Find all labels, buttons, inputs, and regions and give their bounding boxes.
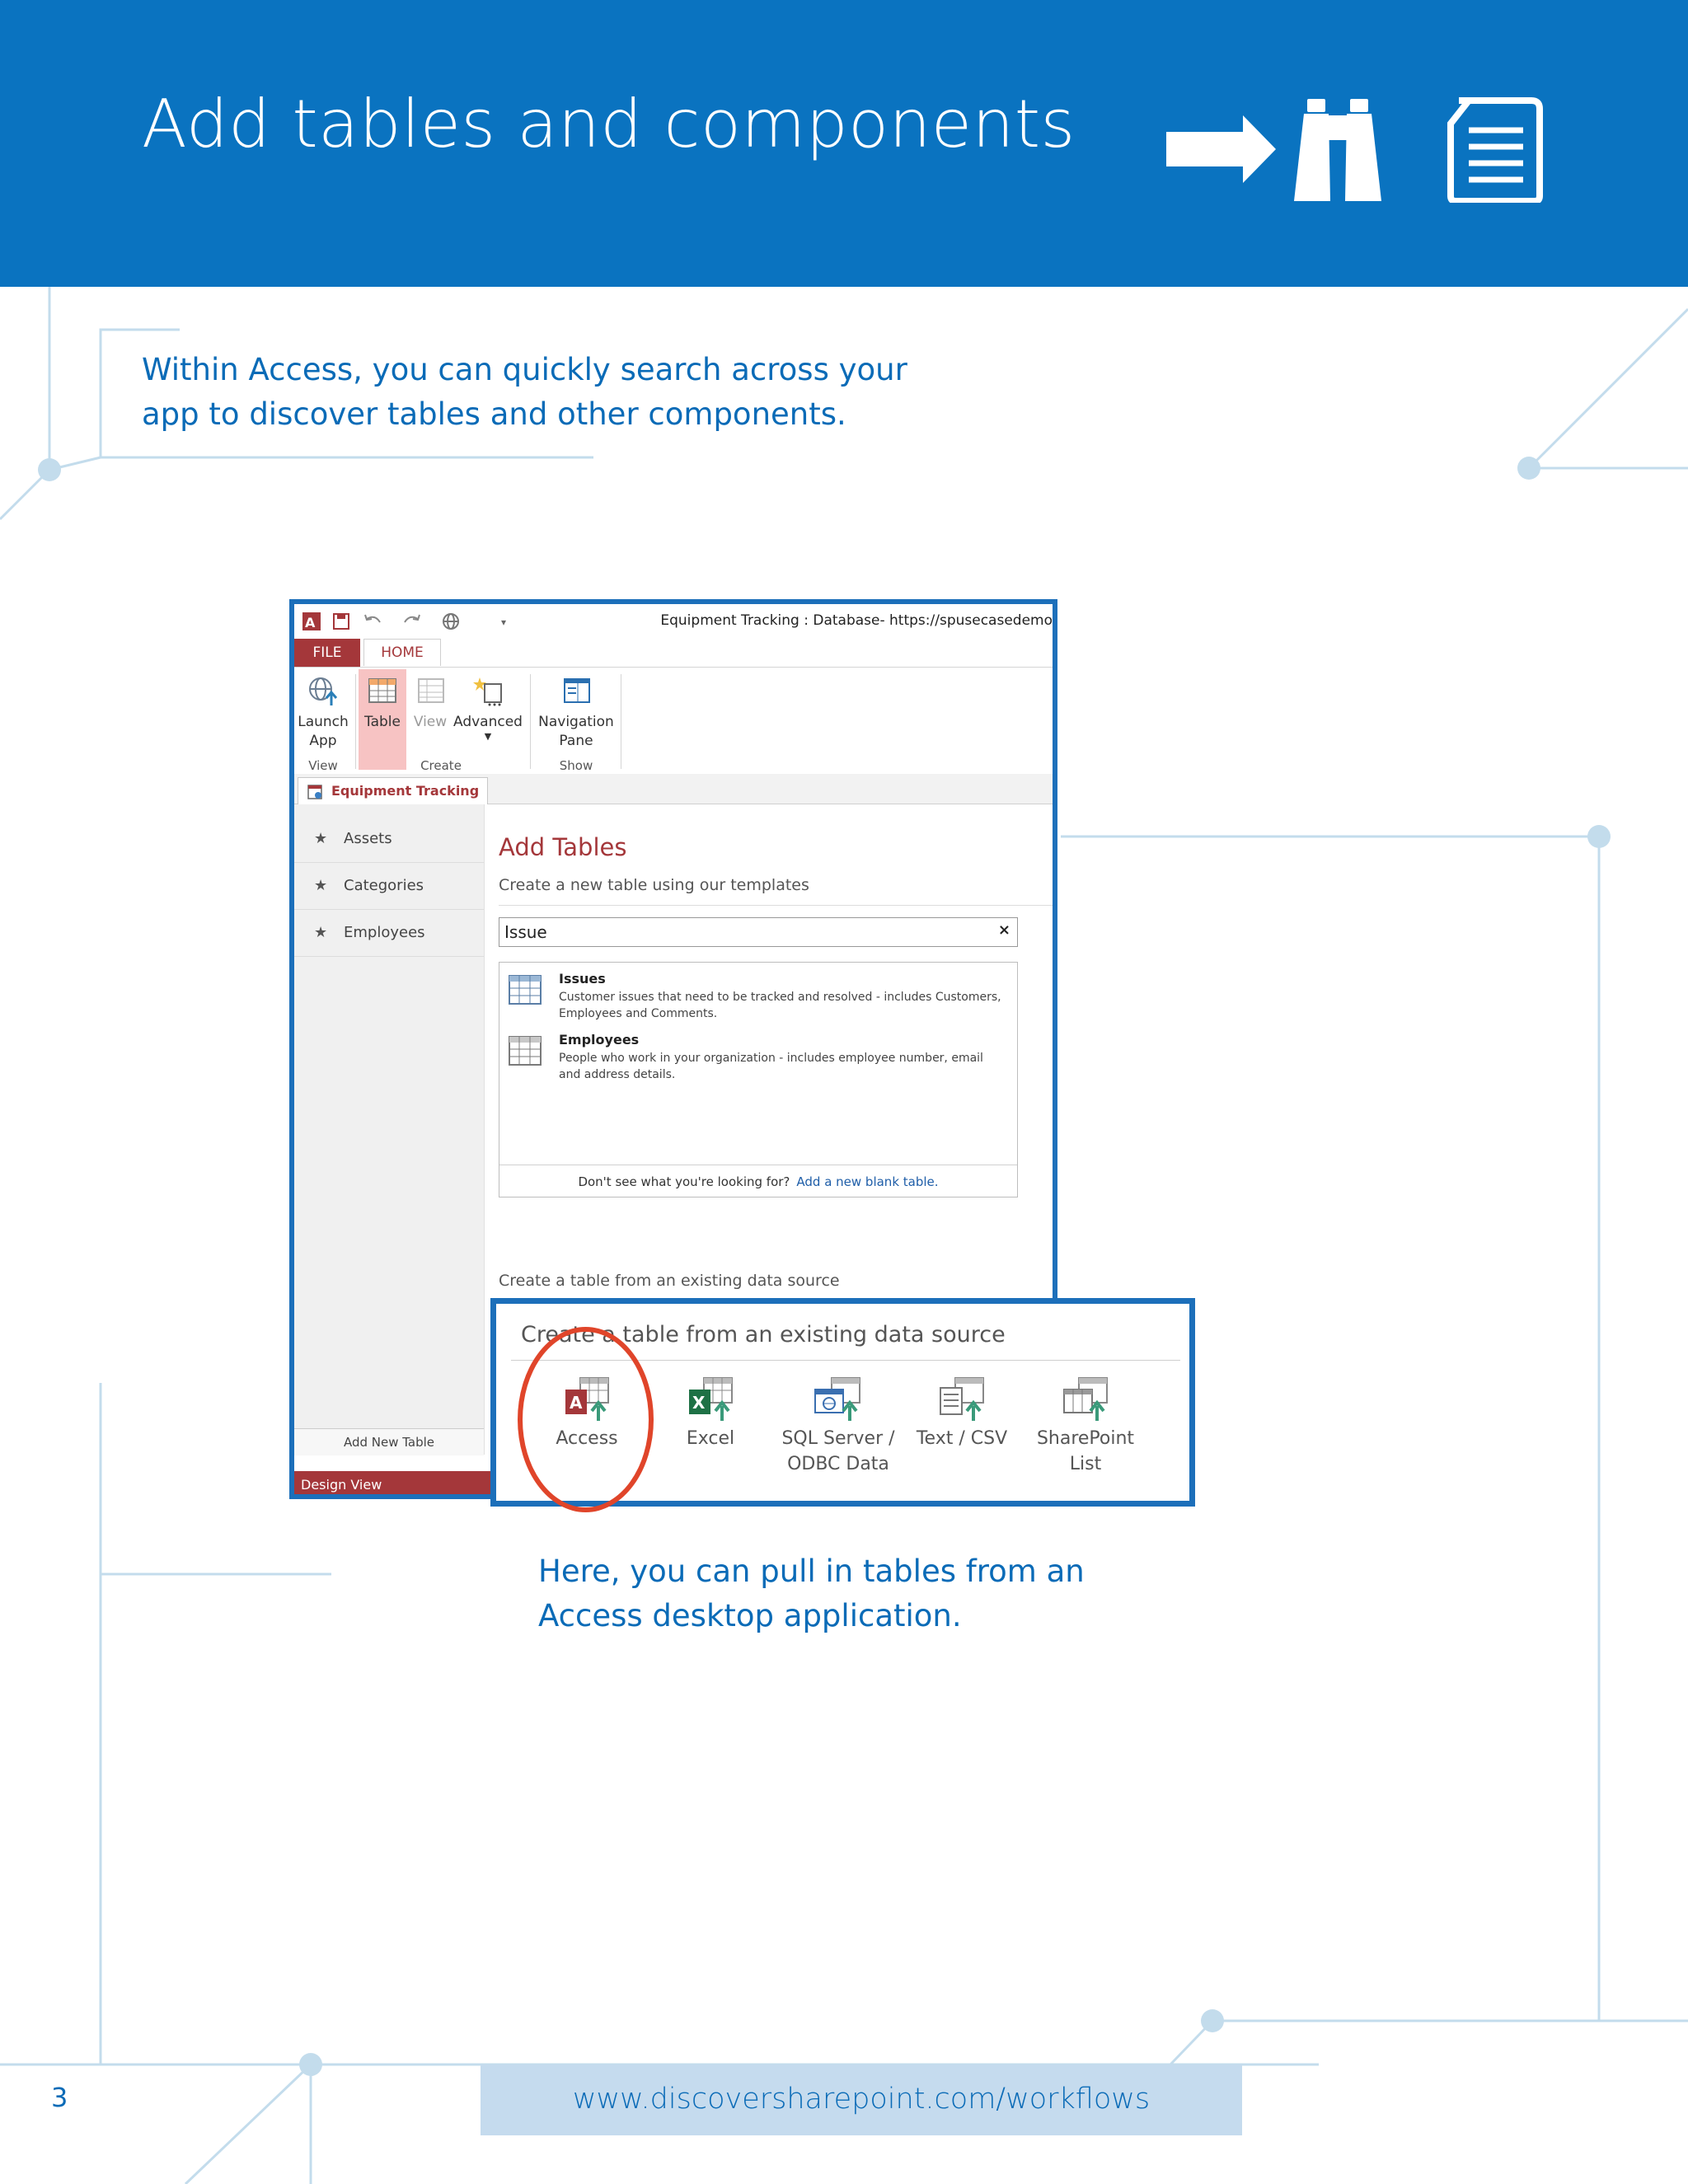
table-template-icon <box>508 974 542 1005</box>
result-employees[interactable] <box>508 1032 1002 1085</box>
launch-app-icon <box>307 674 340 707</box>
result-description: People who work in your organization - includes employee number, email and address details. <box>559 1052 983 1081</box>
source-excel-button[interactable]: X Excel <box>661 1375 760 1451</box>
app-database-icon <box>307 784 323 800</box>
svg-text:X: X <box>692 1393 706 1413</box>
result-issues[interactable] <box>508 971 1002 1024</box>
star-icon: ★ <box>314 924 328 941</box>
svg-text:A: A <box>570 1393 583 1413</box>
table-icon <box>366 674 399 707</box>
add-tables-heading: Add Tables <box>499 833 627 861</box>
arrow-right-icon <box>1166 115 1276 183</box>
source-sharepoint-list-button[interactable]: SharePoint List <box>1032 1375 1139 1477</box>
ribbon-tabs <box>294 637 1053 667</box>
launch-app-button[interactable]: Launch App <box>296 674 350 751</box>
document-tab-bar <box>294 774 1053 804</box>
template-search-input[interactable] <box>504 921 974 944</box>
ribbon-group-show: Show <box>559 758 593 773</box>
caption-text: Here, you can pull in tables from an Access desktop application. <box>538 1554 1085 1633</box>
results-footer: Don't see what you're looking for? Add a new blank table. <box>499 1165 1017 1198</box>
excel-import-icon <box>684 1375 737 1422</box>
window-title: Equipment Tracking : Database- https://spusecasedemo <box>660 612 1053 629</box>
tab-file[interactable]: FILE <box>294 639 360 667</box>
existing-source-label: Create a table from an existing data source <box>499 1272 840 1290</box>
star-icon: ★ <box>314 877 328 894</box>
nav-item-employees[interactable]: ★ Employees <box>294 910 484 957</box>
access-logo-icon <box>302 612 321 630</box>
source-sql-server-button[interactable]: SQL Server / ODBC Data <box>776 1375 900 1477</box>
customize-toolbar-icon[interactable]: ▾ <box>501 616 507 628</box>
document-tab-equipment-tracking[interactable]: Equipment Tracking <box>298 777 488 804</box>
navigation-pane <box>294 804 485 1455</box>
title-bar <box>294 604 1053 637</box>
table-button[interactable]: Table <box>359 669 406 770</box>
header-icons <box>1162 97 1550 203</box>
status-bar: Design View <box>294 1471 1053 1499</box>
footer-url-bar <box>481 2064 1242 2135</box>
document-icon <box>1451 101 1540 201</box>
navigation-pane-icon <box>560 674 593 707</box>
template-search-box <box>499 917 1018 947</box>
sharepoint-list-import-icon <box>1059 1375 1112 1422</box>
undo-icon[interactable] <box>365 615 380 622</box>
nav-item-categories[interactable]: ★ Categories <box>294 863 484 910</box>
add-blank-table-link[interactable]: Add a new blank table. <box>796 1174 939 1189</box>
binoculars-icon <box>1294 99 1381 201</box>
intro-text: Within Access, you can quickly search across your app to discover tables and other components. <box>142 352 907 432</box>
result-description: Customer issues that need to be tracked and resolved - includes Customers, Employees and Comments. <box>559 991 1001 1020</box>
inset-title: Create a table from an existing data source <box>521 1322 1006 1347</box>
page-title: Add tables and components <box>142 86 1076 162</box>
template-results-list <box>499 962 1018 1197</box>
add-new-table-button[interactable]: Add New Table <box>294 1428 484 1455</box>
result-title: Issues <box>559 971 606 987</box>
text-csv-import-icon <box>935 1375 988 1422</box>
view-icon <box>414 674 447 707</box>
svg-text:A: A <box>305 615 316 630</box>
ribbon-group-view: View <box>308 758 338 773</box>
ribbon <box>294 667 1053 776</box>
redo-icon[interactable] <box>405 615 420 622</box>
globe-icon[interactable] <box>443 614 458 629</box>
ribbon-group-create: Create <box>420 758 462 773</box>
add-tables-subtitle: Create a new table using our templates <box>499 876 809 894</box>
view-button[interactable]: View <box>410 674 451 732</box>
sql-server-import-icon <box>812 1375 865 1422</box>
star-icon: ★ <box>314 830 328 847</box>
access-highlight-circle <box>518 1327 654 1512</box>
footer-url-link[interactable]: www.discoversharepoint.com/workflows <box>572 2083 1151 2116</box>
divider <box>499 905 1057 906</box>
tab-home[interactable]: HOME <box>363 639 441 666</box>
navigation-pane-button[interactable]: Navigation Pane <box>535 674 617 751</box>
save-icon[interactable] <box>334 614 349 629</box>
result-title: Employees <box>559 1032 640 1047</box>
table-template-icon <box>508 1035 542 1066</box>
source-access-button[interactable]: A Access <box>537 1375 636 1451</box>
source-text-csv-button[interactable]: Text / CSV <box>912 1375 1011 1451</box>
advanced-icon <box>471 674 504 707</box>
clear-search-icon[interactable]: × <box>997 921 1010 939</box>
page-number: 3 <box>51 2082 68 2113</box>
quick-access-toolbar[interactable] <box>301 611 515 632</box>
nav-item-assets[interactable]: ★ Assets <box>294 816 484 863</box>
advanced-button[interactable]: Advanced ▼ <box>451 674 525 742</box>
advanced-dropdown-icon: ▼ <box>484 731 492 742</box>
